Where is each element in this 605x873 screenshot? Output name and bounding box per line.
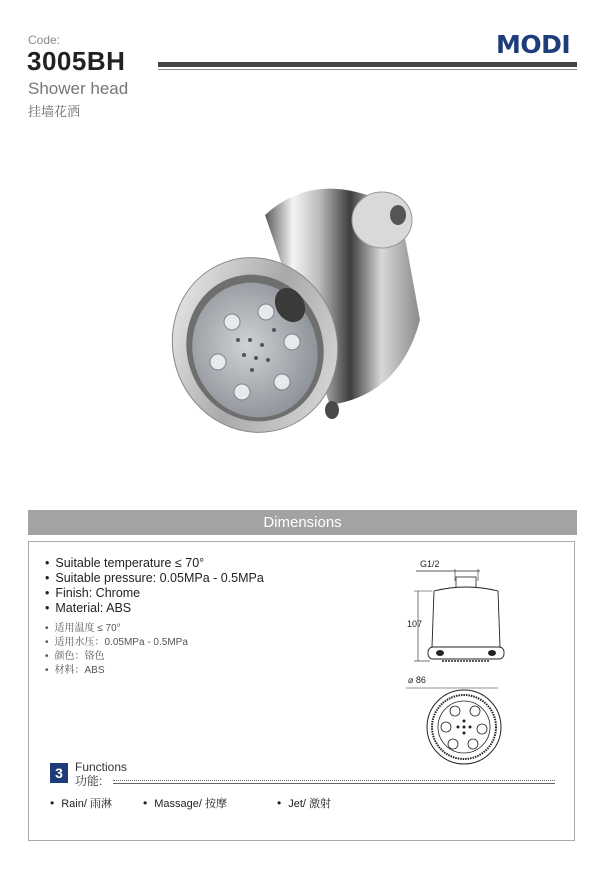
- spec-finish: • Finish: Chrome: [45, 586, 264, 601]
- function-item-massage: • Massage/ 按摩: [143, 795, 227, 811]
- diameter-label: ⌀ 86: [408, 675, 426, 685]
- spec-list-en: [45, 556, 264, 616]
- spec-material-cn: • 材料：ABS: [45, 664, 188, 678]
- product-name-cn: 挂墙花洒: [28, 104, 81, 119]
- dimension-drawing: [400, 555, 520, 765]
- dimensions-title: Dimensions: [263, 514, 342, 531]
- product-name: Shower head: [28, 79, 129, 98]
- code-label: Code:: [28, 33, 61, 47]
- function-item-jet: • Jet/ 激射: [277, 795, 331, 811]
- functions-rule-dotted: [113, 780, 555, 781]
- function-item-rain: • Rain/ 雨淋: [50, 795, 112, 811]
- functions-number-badge: 3: [50, 763, 68, 783]
- spec-temperature-cn: • 适用温度 ≤ 70°: [45, 622, 188, 636]
- spec-pressure: • Suitable pressure: 0.05MPa - 0.5MPa: [45, 571, 264, 586]
- dimensions-section-bar: [28, 510, 577, 535]
- spec-material: • Material: ABS: [45, 601, 264, 616]
- spec-list-cn: [45, 622, 188, 678]
- thread-label: G1/2: [420, 559, 440, 569]
- spec-finish-cn: • 颜色：铬色: [45, 650, 188, 664]
- shower-head-product-photo: [170, 170, 440, 440]
- spec-temperature: • Suitable temperature ≤ 70°: [45, 556, 264, 571]
- functions-rule-solid: [113, 783, 555, 784]
- product-code: 3005BH: [27, 46, 126, 76]
- spec-pressure-cn: • 适用水压：0.05MPa - 0.5MPa: [45, 636, 188, 650]
- brand-logo: MODI: [496, 30, 571, 59]
- functions-title: Functions: [75, 760, 128, 774]
- header-rule: [158, 62, 577, 72]
- height-label: 107: [407, 619, 423, 629]
- functions-rule: [113, 780, 555, 784]
- header-rule-thick: [158, 62, 577, 67]
- header-rule-thin: [158, 69, 577, 70]
- functions-title-cn: 功能:: [75, 774, 103, 788]
